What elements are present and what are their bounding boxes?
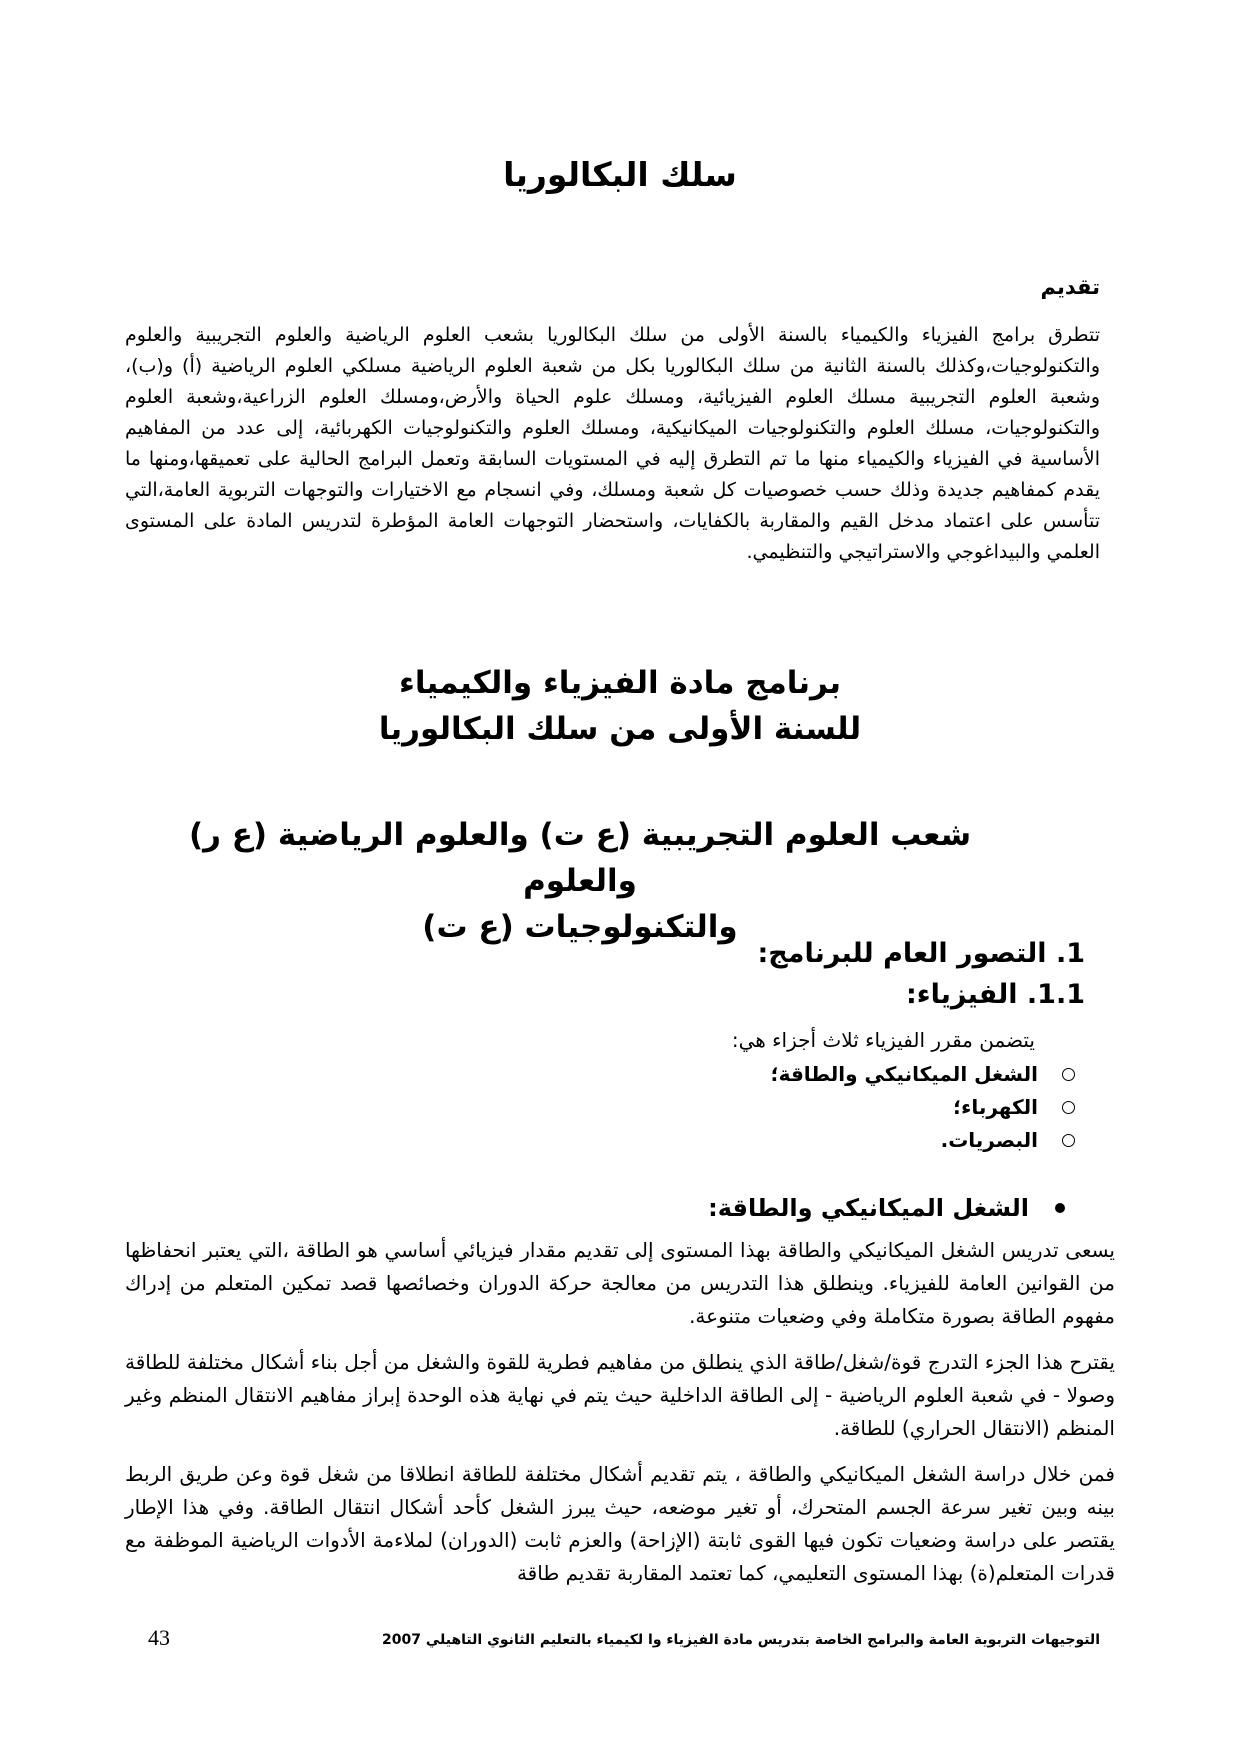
- hollow-circle-bullet-icon: [1062, 1068, 1075, 1081]
- list-item-label: الكهرباء؛: [953, 1095, 1038, 1119]
- body-paragraph-3: فمن خلال دراسة الشغل الميكانيكي والطاقة ، يتم تقديم أشكال مختلفة للطاقة انطلاقا من شغل قوة وعن طريق الربط بينه وبين تغير سرعة الجسم المتحرك، أو تغير موضعه، حيث يبرز الشغل كأحد أشكال انتقال الطاقة. وفي هذا الإطار يقتصر على دراسة وضعيات تكون فيها القوى ثابتة (الإزاحة) والعزم ثابت (الدوران) لملاءمة الأدوات الرياضية الموظفة مع قدرات المتعلم(ة) بهذا المستوى التعليمي، كما تعتمد المقاربة تقديم طاقة: [125, 1462, 1115, 1585]
- program-title-line-1: برنامج مادة الفيزياء والكيمياء: [399, 665, 841, 701]
- main-title: سلك البكالوريا: [503, 155, 737, 194]
- body-paragraph-2: يقترح هذا الجزء التدرج قوة/شغل/طاقة الذي ينطلق من مفاهيم فطرية للقوة والشغل من أجل بناء أشكال مختلفة للطاقة وصولا - في شعبة العلوم الرياضية - إلى الطاقة الداخلية حيث يتم في نهاية هذه الوحدة إبراز مفاهيم الانتقال المنظم وغير المنظم (الانتقال الحراري) للطاقة.: [125, 1350, 1115, 1440]
- program-title: [0, 660, 1240, 752]
- hollow-circle-bullet-icon: [1062, 1101, 1075, 1114]
- subsection-heading: [708, 1194, 1065, 1222]
- program-title-line-2: للسنة الأولى من سلك البكالوريا: [378, 711, 862, 747]
- streams-title-line-1: شعب العلوم التجريبية (ع ت) والعلوم الرياضية (ع ر) والعلوم: [188, 817, 972, 899]
- list-item-label: الشغل الميكانيكي والطاقة؛: [770, 1062, 1038, 1086]
- list-item-label: البصريات.: [940, 1128, 1038, 1152]
- streams-title: [150, 812, 1010, 950]
- physics-parts-list: [771, 1058, 1075, 1157]
- body-paragraph-1: يسعى تدريس الشغل الميكانيكي والطاقة بهذا المستوى إلى تقديم مقدار فيزيائي أساسي هو الطاقة ،التي يعتبر انحفاظها من القوانين العامة للفيزياء. وينطلق هذا التدريس من معالجة حركة الدوران وخصائصها قصد تمكين المتعلم من إدراك مفهوم الطاقة بصورة متكاملة وفي وضعيات متنوعة.: [125, 1238, 1115, 1328]
- hollow-circle-bullet-icon: [1062, 1134, 1075, 1147]
- list-item: [771, 1124, 1075, 1157]
- page-footer: التوجيهات التربوية العامة والبرامج الخاصة بتدريس مادة الفيزياء وا لكيمياء بالتعليم الثانوي التاهيلي 2007: [382, 1632, 1100, 1648]
- section-1-1-heading: 1.1. الفيزياء:: [905, 979, 1085, 1010]
- intro-paragraph: تتطرق برامج الفيزياء والكيمياء بالسنة الأولى من سلك البكالوريا بشعب العلوم الرياضية والعلوم التجريبية والعلوم والتكنولوجيات،وكذلك بالسنة الثانية من سلك البكالوريا بكل من شعبة العلوم الرياضية مسلكي العلوم الرياضية (أ) و(ب)، وشعبة العلوم التجريبية مسلك العلوم الفيزيائية، ومسلك علوم الحياة والأرض،ومسلك العلوم الزراعية،وشعبة العلوم والتكنولوجيات، مسلك العلوم والتكنولوجيات الميكانيكية، ومسلك العلوم والتكنولوجيات الكهربائية، إلى عدد من المفاهيم الأساسية في الفيزياء والكيمياء منها ما تم التطرق إليه في المستويات السابقة وتعمل البرامج الحالية على تعميقها،ومنها ما يقدم كمفاهيم جديدة وذلك حسب خصوصيات كل شعبة ومسلك، وفي انسجام مع الاختيارات والتوجهات التربوية العامة،التي تتأسس على اعتماد مدخل القيم والمقاربة بالكفايات، واستحضار التوجهات العامة المؤطرة لتدريس المادة على المستوى العلمي والبيداغوجي والاستراتيجي والتنظيمي.: [125, 324, 1100, 563]
- filled-bullet-icon: [1055, 1203, 1065, 1213]
- list-item: [771, 1091, 1075, 1124]
- section-1-heading: 1. التصور العام للبرنامج:: [757, 938, 1085, 969]
- subsection-heading-text: الشغل الميكانيكي والطاقة:: [708, 1194, 1029, 1222]
- physics-intro-line: يتضمن مقرر الفيزياء ثلاث أجزاء هي:: [731, 1028, 1035, 1052]
- streams-title-line-2: والتكنولوجيات (ع ت): [422, 909, 738, 945]
- list-item: [771, 1058, 1075, 1091]
- page-number: 43: [148, 1625, 170, 1650]
- intro-heading: تقديم: [1040, 275, 1100, 299]
